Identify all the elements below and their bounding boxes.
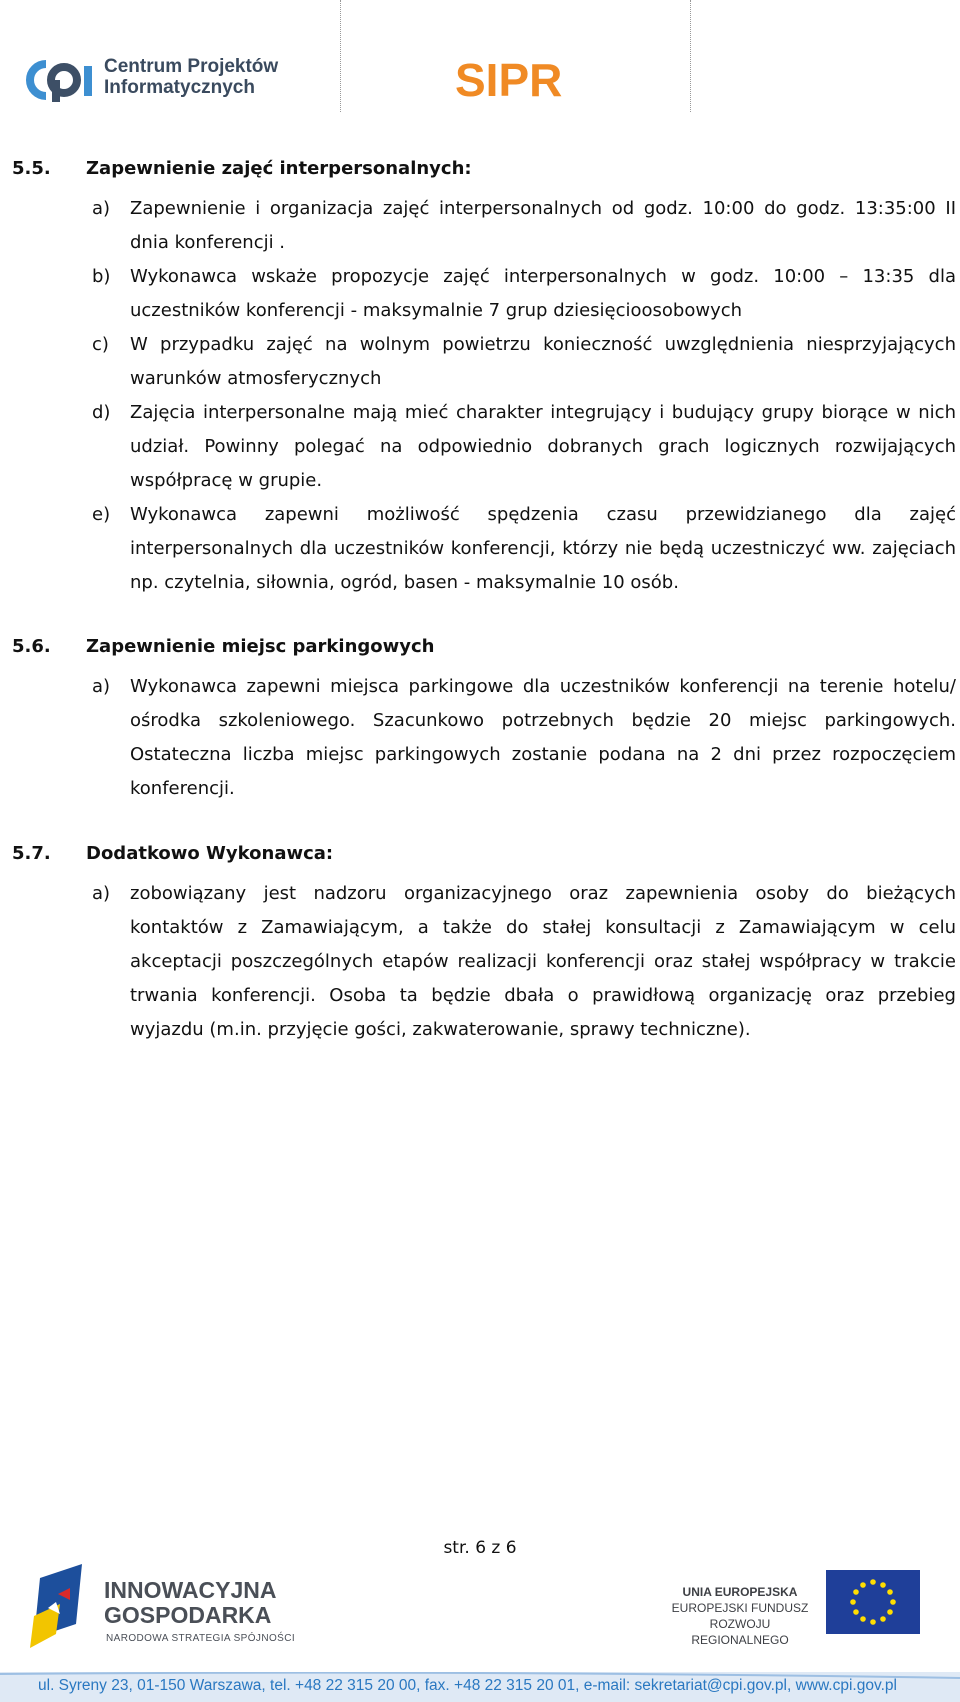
list-item-text: zobowiązany jest nadzoru organizacyjnego oraz zapewnienia osoby do bieżących kontaktów z Zamawiającym, a także do stałej konsultacji z Zamawiającym w celu akceptacji poszczególnych etapów realizacji konferencji oraz stałej współpracy w trakcie trwania konferencji. Osoba ta będzie dbała o prawidłową organizację oraz przebieg wyjazdu (m.in. przyjęcie gości, zakwaterowanie, sprawy techniczne). — [130, 883, 956, 1040]
list-item — [92, 192, 956, 260]
list-item — [92, 877, 956, 1047]
list-item — [92, 670, 956, 806]
sipr-logo-icon — [455, 52, 595, 108]
list-item-label: a) — [92, 676, 111, 697]
page-number: str. 6 z 6 — [443, 1538, 517, 1558]
footer-address: ul. Syreny 23, 01-150 Warszawa, tel. +48 22 315 20 00, fax. +48 22 315 20 01, e-mail: sekretariat@cpi.gov.pl, www.cpi.gov.pl — [38, 1677, 897, 1694]
section-items — [0, 192, 960, 600]
eu-logo-text: UNIA EUROPEJSKA EUROPEJSKI FUNDUSZ ROZWOJU REGIONALNEGO — [671, 1585, 809, 1647]
list-item-label: d) — [92, 402, 111, 423]
cpi-logo-text: Centrum Projektów Informatycznych — [104, 56, 279, 98]
list-item-text: Zapewnienie i organizacja zajęć interpersonalnych od godz. 10:00 do godz. 13:35:00 II dnia konferencji . — [130, 198, 956, 253]
list-item-label: e) — [92, 504, 111, 525]
list-item-text: Wykonawca zapewni miejsca parkingowe dla uczestników konferencji na terenie hotelu/ ośrodka szkoleniowego. Szacunkowo potrzebnych będzie 20 miejsc parkingowych. Ostateczna liczba miejsc parkingowych zostanie podana na 2 dni przez rozpoczęciem konferencji. — [130, 676, 956, 799]
section-title: Zapewnienie zajęć interpersonalnych: — [86, 158, 472, 179]
section-items — [0, 670, 960, 806]
list-item-label: a) — [92, 883, 111, 904]
innowacyjna-gospodarka-logo-icon — [30, 1564, 98, 1654]
page-header — [0, 0, 960, 118]
list-item — [92, 396, 956, 498]
sipr-logo-text: SIPR — [455, 54, 563, 106]
section-items — [0, 877, 960, 1047]
list-item — [92, 260, 956, 328]
section-title: Zapewnienie miejsc parkingowych — [86, 636, 435, 657]
list-item — [92, 328, 956, 396]
section-number: 5.5. — [12, 158, 51, 179]
list-item-text: W przypadku zajęć na wolnym powietrzu konieczność uwzględnienia niesprzyjających warunków atmosferycznych — [130, 334, 956, 389]
list-item-label: c) — [92, 334, 109, 355]
innowacyjna-gospodarka-tagline: NARODOWA STRATEGIA SPÓJNOŚCI — [106, 1633, 296, 1644]
list-item-text: Zajęcia interpersonalne mają mieć charakter integrujący i budujący grupy biorące w nich udział. Powinny polegać na odpowiednio dobranych grach logicznych rozwijających współpracę w grupie. — [130, 402, 956, 491]
list-item-label: a) — [92, 198, 111, 219]
header-divider — [340, 0, 341, 112]
section-title: Dodatkowo Wykonawca: — [86, 843, 334, 864]
list-item-label: b) — [92, 266, 111, 287]
list-item-text: Wykonawca wskaże propozycje zajęć interpersonalnych w godz. 10:00 – 13:35 dla uczestników konferencji - maksymalnie 7 grup dziesięcioosobowych — [130, 266, 956, 321]
section-number: 5.7. — [12, 843, 51, 864]
list-item-text: Wykonawca zapewni możliwość spędzenia czasu przewidzianego dla zajęć interpersonalnych dla uczestników konferencji, którzy nie będą uczestniczyć ww. zajęciach np. czytelnia, siłownia, ogród, basen - maksymalnie 10 osób. — [130, 504, 956, 593]
innowacyjna-gospodarka-logo-text: INNOWACYJNA GOSPODARKA — [104, 1577, 277, 1628]
header-divider — [690, 0, 691, 112]
list-item — [92, 498, 956, 600]
section-number: 5.6. — [12, 636, 51, 657]
eu-flag-icon — [826, 1570, 920, 1634]
